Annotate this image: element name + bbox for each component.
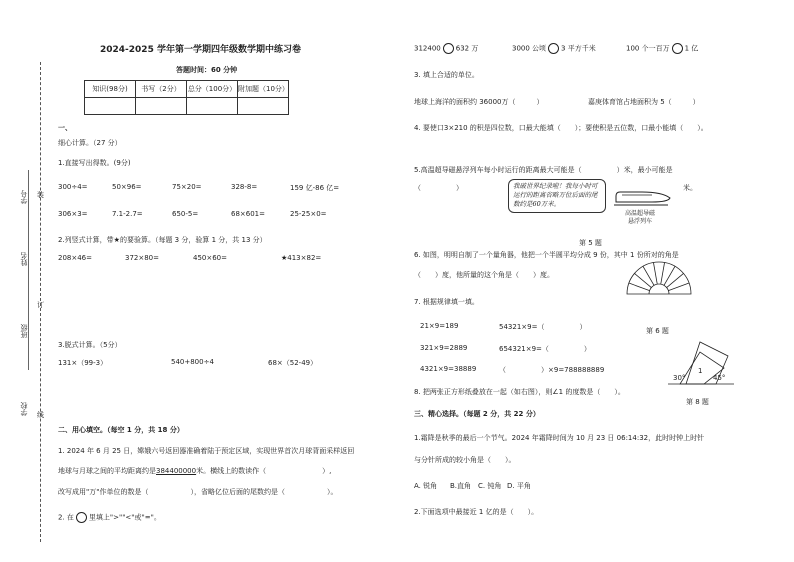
question-text-part: 米。横线上的数读作（ ）, <box>196 467 332 475</box>
label-school: 学校 <box>20 402 28 416</box>
score-cell[interactable] <box>238 98 289 115</box>
calc-item: 306×3= <box>58 210 88 218</box>
label-name: 姓名 <box>20 252 28 266</box>
compare-right: 632 万 <box>455 44 479 53</box>
train-label: 高温超导磁 <box>625 210 656 217</box>
section-subheading: 细心计算。（27 分） <box>58 139 122 147</box>
calc-item: 159 亿-86 亿= <box>290 184 340 192</box>
pattern-left: 21×9=189 <box>420 322 459 330</box>
cut-mark: 线 <box>37 411 44 419</box>
cut-mark: 订 <box>37 301 44 309</box>
calc-item: 540+800÷4 <box>171 358 214 366</box>
pattern-right: 54321×9=（ ） <box>499 323 587 331</box>
question-title: 3.脱式计算。（5分） <box>58 341 122 349</box>
question-text-part: 地球与月球之间的平均距离约是 <box>58 467 156 475</box>
calc-item: 372×80= <box>125 254 159 262</box>
score-cell[interactable] <box>85 98 136 115</box>
calc-item: 7.1-2.7= <box>112 210 143 218</box>
pattern-right: （ ）×9=788888889 <box>499 366 605 374</box>
fill-line <box>28 170 30 370</box>
protractor-division-line <box>664 266 675 285</box>
figure-caption: 第 8 题 <box>686 398 709 406</box>
compare-circle-icon <box>76 512 87 523</box>
question-title: 7. 根据规律填一填。 <box>414 298 479 306</box>
question-text: 米。 <box>683 184 697 192</box>
question-text: 嘉庚体育馆占地面积为 5（ ） <box>588 98 700 106</box>
question-text-part: 2. 在 <box>58 513 74 522</box>
option-b[interactable]: B.直角 <box>450 482 472 490</box>
option-a[interactable]: A. 锐角 <box>414 482 438 490</box>
question-title: 1.直接写出得数。(9分) <box>58 159 131 167</box>
question-text: 改写成用"万"作单位的数是（ ），省略亿位后面的尾数约是（ ）。 <box>58 488 338 496</box>
compare-circle-icon[interactable] <box>443 43 454 54</box>
protractor-arc <box>627 262 691 294</box>
calc-item: 68×601= <box>231 210 265 218</box>
figure-caption: 第 6 题 <box>646 327 669 335</box>
compare-item <box>512 43 596 54</box>
protractor-division-line <box>653 262 657 284</box>
question-text <box>58 512 161 523</box>
compare-left: 312400 <box>414 44 441 53</box>
score-header: 附加题（10分） <box>238 81 289 98</box>
question-text: 2.下面选项中最接近 1 亿的是（ ）。 <box>414 508 539 516</box>
option-c[interactable]: C. 钝角 <box>478 482 502 490</box>
underlined-number: 384400000 <box>156 467 197 475</box>
figure-caption: 第 5 题 <box>579 239 602 247</box>
compare-circle-icon[interactable] <box>548 43 559 54</box>
question-text: （ ）度，他所量的这个角是（ ）度。 <box>414 271 554 279</box>
calc-item: 25-25×0= <box>290 210 327 218</box>
calc-item: 75×20= <box>172 183 202 191</box>
question-text: 8. 把两张正方形纸叠放在一起（如右图），则∠1 的度数是（ ）。 <box>414 388 625 396</box>
protractor-division-line <box>668 283 689 291</box>
question-title: 2.列竖式计算，带★的要验算。（每题 3 分，验算 1 分，共 13 分） <box>58 236 267 244</box>
label-student-id: 学号 <box>20 190 28 204</box>
question-title: 3. 填上合适的单位。 <box>414 71 479 79</box>
label-class: 班级 <box>20 324 28 338</box>
question-text: 地球上海洋的面积约 36000万（ ） <box>414 98 544 106</box>
option-d[interactable]: D. 平角 <box>507 482 531 490</box>
page-title: 2024-2025 学年第一学期四年级数学期中练习卷 <box>100 45 301 55</box>
calc-item: 450×60= <box>193 254 227 262</box>
compare-left: 100 个一百万 <box>626 44 670 53</box>
question-text: （ ） <box>414 184 463 192</box>
train-label: 悬浮列车 <box>628 218 653 225</box>
angle-label: 1 <box>698 367 703 375</box>
question-text: 6. 如图，明明自制了一个量角器，他把一个半圆平均分成 9 份，其中 1 份所对的角是 <box>414 251 679 259</box>
score-header: 知识(98分) <box>85 81 136 98</box>
pattern-right: 654321×9=（ ） <box>499 345 591 353</box>
calc-item: 208×46= <box>58 254 92 262</box>
angle-label: 45° <box>713 374 726 382</box>
angle-label: 30° <box>673 374 686 382</box>
calc-item: 328-8= <box>231 183 258 191</box>
section-heading: 一、 <box>58 124 72 132</box>
compare-item <box>626 43 698 54</box>
compare-right: 1 亿 <box>684 44 699 53</box>
calc-item: 300÷4= <box>58 183 88 191</box>
question-text <box>58 466 331 476</box>
protractor-division-line <box>643 266 654 285</box>
section-heading: 二、用心填空。（每空 1 分，共 18 分） <box>58 426 184 434</box>
calc-item: 131×（99-3） <box>58 359 108 367</box>
section-heading: 三、精心选择。（每题 2 分，共 22 分） <box>414 410 540 418</box>
protractor-division-line <box>634 273 651 287</box>
pattern-left: 321×9=2889 <box>420 344 468 352</box>
score-cell[interactable] <box>136 98 187 115</box>
score-header: 书写（2分） <box>136 81 187 98</box>
compare-circle-icon[interactable] <box>672 43 683 54</box>
calc-item: 50×96= <box>112 183 142 191</box>
question-text: 1. 2024 年 6 月 25 日，嫦娥六号返回器准确着陆于预定区域，实现世界首次月球背面采样返回 <box>58 447 355 455</box>
score-table <box>84 80 289 115</box>
speech-bubble: 我破世界纪录啦！我每小时可运行的距离省略万位后面的尾数约是60万米。 <box>508 179 606 213</box>
maglev-train-icon <box>612 186 672 208</box>
protractor-division-line <box>661 262 665 284</box>
question-text-part: 里填上">""<"或"="。 <box>88 513 161 522</box>
protractor-inner-arc <box>649 284 669 294</box>
question-text: 5.高温超导磁悬浮列车每小时运行的距离最大可能是（ ）米，最小可能是 <box>414 166 673 174</box>
score-cell[interactable] <box>187 98 238 115</box>
score-header: 总分（100分） <box>187 81 238 98</box>
cut-mark: 装 <box>37 191 44 199</box>
protractor-division-line <box>667 273 684 287</box>
protractor-figure <box>624 258 694 298</box>
question-text: 与分针所成的较小角是（ ）。 <box>414 456 516 464</box>
exam-time: 答题时间：60 分钟 <box>176 66 238 74</box>
compare-right: 3 平方千米 <box>561 44 596 53</box>
question-text: 4. 要使口3×210 的积是四位数，口最大能填（ ）；要使积是五位数，口最小能填（ ）。 <box>414 124 708 132</box>
calc-item: ★413×82= <box>281 254 322 262</box>
calc-item: 650-5= <box>172 210 199 218</box>
calc-item: 68×（52-49） <box>268 359 318 367</box>
protractor-division-line <box>629 283 650 291</box>
compare-left: 3000 公顷 <box>512 44 547 53</box>
compare-item <box>414 43 478 54</box>
pattern-left: 4321×9=38889 <box>420 365 477 373</box>
question-text: 1.霜降是秋季的最后一个节气。2024 年霜降时间为 10 月 23 日 06:14:32，此时时钟上时针 <box>414 434 705 442</box>
